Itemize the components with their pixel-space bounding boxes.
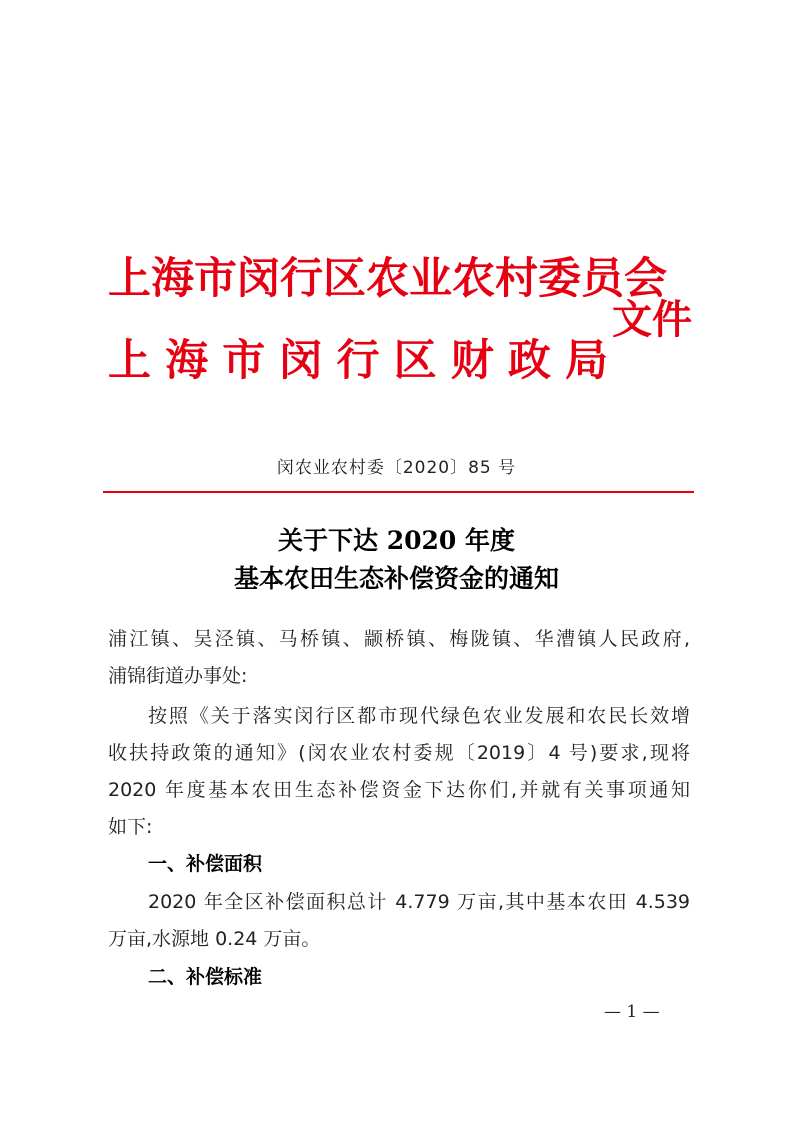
issuer-char: 行 xyxy=(336,336,380,386)
issuer-char: 农 xyxy=(366,254,409,304)
issuer-char: 业 xyxy=(409,254,452,304)
addressee-line-1 xyxy=(108,630,690,649)
title-line-2: 基本农田生态补偿资金的通知 xyxy=(233,564,559,593)
para1-line-2 xyxy=(108,744,690,763)
issuer-char: 区 xyxy=(323,254,366,304)
para1-line-4: 如下: xyxy=(108,816,153,838)
document-number: 闵农业农村委〔2020〕85 号 xyxy=(276,458,517,478)
issuer-char: 村 xyxy=(495,254,538,304)
title-line-1: 关于下达 2020 年度 xyxy=(278,526,515,555)
para1-line-3 xyxy=(108,781,690,800)
section2-heading: 二、补偿标准 xyxy=(148,966,263,988)
section1-text-1: 2020 年全区补偿面积总计 4.779 万亩,其中基本农田 4.539 xyxy=(148,891,690,913)
issuer-char: 闵 xyxy=(279,336,323,386)
section1-line-1 xyxy=(148,893,690,912)
addressee-line-2: 浦锦街道办事处: xyxy=(108,665,248,687)
issuer-char: 海 xyxy=(165,336,209,386)
issuer-line-2 xyxy=(108,336,608,386)
issuer-char: 海 xyxy=(151,254,194,304)
issuer-char: 局 xyxy=(565,336,608,386)
red-divider xyxy=(103,491,694,493)
section1-line-2: 万亩,水源地 0.24 万亩。 xyxy=(108,928,321,950)
issuer-line-1 xyxy=(108,254,667,304)
page-number: — 1 — xyxy=(604,1002,660,1022)
para1-text-3: 2020 年度基本农田生态补偿资金下达你们,并就有关事项通知 xyxy=(108,779,690,801)
issuer-char: 员 xyxy=(581,254,624,304)
issuer-char: 财 xyxy=(450,336,494,386)
issuer-char: 农 xyxy=(452,254,495,304)
issuer-char: 市 xyxy=(222,336,266,386)
issuer-char: 市 xyxy=(194,254,237,304)
document-suffix: 文件 xyxy=(612,296,692,343)
issuer-char: 区 xyxy=(393,336,437,386)
issuer-char: 上 xyxy=(108,254,151,304)
para1-line-1 xyxy=(148,707,690,726)
issuer-char: 委 xyxy=(538,254,581,304)
para1-text-1: 按照《关于落实闵行区都市现代绿色农业发展和农民长效增 xyxy=(148,705,690,727)
issuer-char: 上 xyxy=(108,336,151,386)
para1-text-2: 收扶持政策的通知》(闵农业农村委规〔2019〕4 号)要求,现将 xyxy=(108,742,690,764)
issuer-char: 闵 xyxy=(237,254,280,304)
issuer-char: 会 xyxy=(624,254,667,304)
section1-heading: 一、补偿面积 xyxy=(148,853,263,875)
addressee-text-1: 浦江镇、吴泾镇、马桥镇、颛桥镇、梅陇镇、华漕镇人民政府, xyxy=(108,628,690,650)
issuer-char: 政 xyxy=(507,336,551,386)
issuer-char: 行 xyxy=(280,254,323,304)
